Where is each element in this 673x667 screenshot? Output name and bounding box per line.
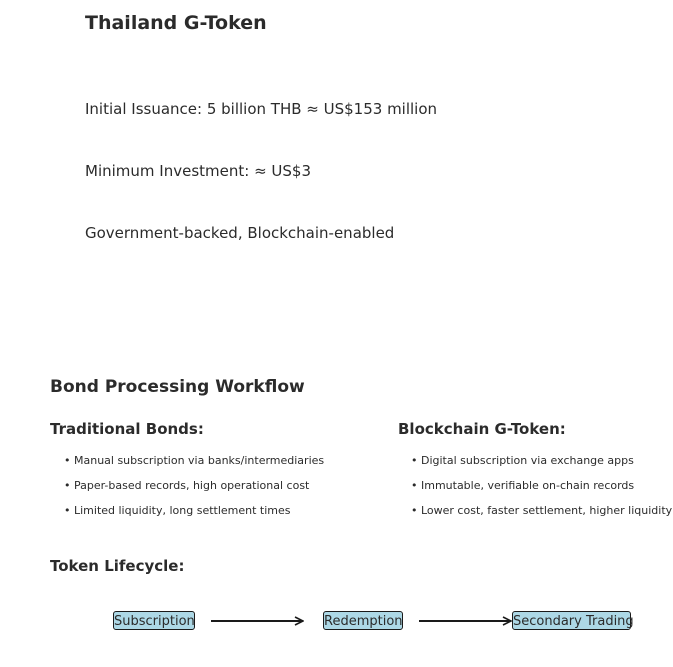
blockchain-bullet-3: • Lower cost, faster settlement, higher liquidity — [411, 504, 673, 517]
page-title: Thailand G-Token — [85, 12, 267, 34]
blockchain-bullet-1: • Digital subscription via exchange apps — [411, 454, 634, 467]
traditional-bullet-1: • Manual subscription via banks/intermediaries — [64, 454, 325, 467]
fact-initial-issuance: Initial Issuance: 5 billion THB ≈ US$153 million — [85, 100, 438, 118]
node-secondary-trading: Secondary Trading — [512, 611, 631, 630]
blockchain-gtoken-title: Blockchain G-Token: — [398, 420, 566, 438]
fact-backing: Government-backed, Blockchain-enabled — [85, 224, 395, 242]
traditional-bullet-2: • Paper-based records, high operational cost — [64, 479, 310, 492]
node-redemption: Redemption — [323, 611, 403, 630]
blockchain-bullet-2: • Immutable, verifiable on-chain records — [411, 479, 635, 492]
fact-minimum-investment: Minimum Investment: ≈ US$3 — [85, 162, 311, 180]
node-subscription: Subscription — [113, 611, 195, 630]
traditional-bonds-title: Traditional Bonds: — [50, 420, 204, 438]
traditional-bullet-3: • Limited liquidity, long settlement times — [64, 504, 291, 517]
lifecycle-title: Token Lifecycle: — [50, 557, 185, 575]
workflow-title: Bond Processing Workflow — [50, 377, 305, 397]
